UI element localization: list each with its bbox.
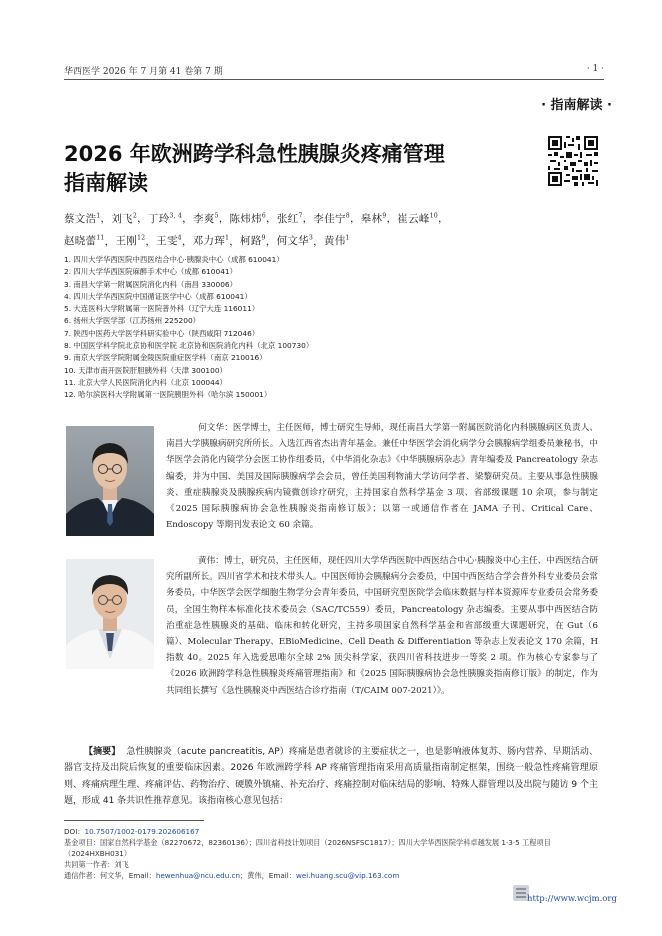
author-affiliation-marker: 5 <box>214 212 219 219</box>
author-affiliation-marker: 4 <box>177 234 182 242</box>
affiliation-item: 12. 哈尔滨医科大学附属第一医院胰胆外科（哈尔滨 150001） <box>64 390 272 400</box>
author-bio-2 <box>166 553 598 699</box>
author-name-text: 柯路 <box>240 235 262 247</box>
author-name <box>230 213 267 225</box>
author-name <box>240 235 266 247</box>
author-affiliation-marker: 3, 4 <box>169 212 183 219</box>
running-header: 华西医学 2026 年 7 月第 41 卷第 7 期 <box>64 67 223 77</box>
author-name-text: 蔡文浩 <box>64 212 97 225</box>
corresponding-mid: ；黄伟，Email： <box>240 871 296 880</box>
author-affiliation-marker: 8 <box>345 212 350 219</box>
abstract-label: 【摘要】 <box>84 747 121 757</box>
affiliation-list <box>64 254 564 402</box>
qr-code-icon <box>548 136 598 186</box>
author-affiliation-marker: 6 <box>261 212 267 219</box>
author-name-text: 何文华 <box>276 235 309 247</box>
author-affiliation-marker: 12 <box>137 234 146 242</box>
affiliation-item: 8. 中国医学科学院北京协和医学院 北京协和医院消化内科（北京 100730） <box>64 341 314 351</box>
author-affiliation-marker: 1 <box>225 234 230 242</box>
author-name <box>324 235 350 247</box>
section-label: · 指南解读 · <box>541 98 612 113</box>
corresponding-author-line <box>64 870 598 881</box>
author-name <box>277 213 303 225</box>
header-divider <box>64 79 604 80</box>
doi-line <box>64 826 598 837</box>
journal-website-link[interactable]: http://www.wcjm.org <box>527 894 617 904</box>
author-name <box>156 235 182 247</box>
author-affiliation-marker: 9 <box>261 234 266 242</box>
author-affiliation-marker: 1 <box>345 234 350 242</box>
author-affiliation-marker: 2 <box>132 212 138 219</box>
author-affiliation-marker: 7 <box>298 212 303 219</box>
author-name-text: 刘飞 <box>111 212 133 225</box>
author-name-text: 王刚 <box>115 235 138 247</box>
affiliation-item: 2. 四川大学华西医院麻醉手术中心（成都 610041） <box>64 267 237 277</box>
title-line-2: 指南解读 <box>64 171 148 195</box>
title-line-1: 2026 年欧洲跨学科急性胰腺炎疼痛管理 <box>64 142 445 166</box>
article-title <box>64 140 504 198</box>
affiliation-item: 9. 南京大学医学院附属金陵医院重症医学科（南京 210016） <box>64 353 267 363</box>
doi-label: DOI： <box>64 827 85 836</box>
author-name-text: 张红 <box>276 212 299 225</box>
author-line-1: 蔡文浩$^1$，刘飞$^2$，丁玲$^{3, 4}$，李爽$^5$，陈炜炜$^6$，张红$^7$，李佳宁$^8$，皋林$^9$，崔云峰$^{10}$， <box>64 212 449 225</box>
bio-2-text: 黄伟：博士，研究员，主任医师，现任四川大学华西医院中西医结合中心·胰腺炎中心主任、中西医结合研究所副所长。四川省学术和技术带头人。中国医师协会胰腺病分会委员，中国中西医结合学会普外科专业委员会常务委员，中华医学会医学细胞生物学分会青年委员，中国研究型医院学会临床数据与样本资源库专业委员会常务委员，全国生物样本标准化技术委员会（SAC/TC559）委员，Pancreatology 杂志编委。主要从事中西医结合防治重症急性胰腺炎的基础、临床和转化研究，主持多项国家自然科学基金和省部级重大课题研究，在 Gut（6 篇）、Molecular Therapy、EBioMedicine、Cell Death & Differentiation 等杂志上发表论文 170 余篇，H 指数 40。2025 年入选爱思唯尔全球 2% 顶尖科学家，获四川省科技进步一等奖 2 项。作为核心专家参与了《2026 欧洲跨学科急性胰腺炎疼痛管理指南》和《2025 国际胰腺病协会急性胰腺炎指南修订版》的制定，作为共同组长撰写《急性胰腺炎中西医结合诊疗指南（T/CAIM 007-2021）》。 <box>166 556 598 696</box>
funding-line: 基金项目：国家自然科学基金（82270672，82360136）；四川省科技计划项目（2026NSFSC1817）；四川大学华西医院学科卓越发展 1·3·5 工程项目（2024HXBH031） <box>64 838 551 858</box>
author-photo-huang-wei <box>66 559 154 669</box>
footnotes <box>64 826 598 881</box>
doi-link[interactable]: 10.7507/1002-0179.202606167 <box>84 827 200 836</box>
affiliation-item: 10. 天津市南开医院肝胆胰外科（天津 300100） <box>64 365 227 375</box>
author-name-text: 丁玲 <box>147 212 170 225</box>
author-affiliation-marker: 10 <box>429 212 438 219</box>
author-affiliation-marker: 9 <box>382 212 387 219</box>
affiliation-item: 1. 四川大学华西医院中西医结合中心·胰腺炎中心（成都 610041） <box>64 255 284 264</box>
author-name <box>361 213 387 225</box>
affiliation-item: 4. 四川大学华西医院中国循证医学中心（成都 610041） <box>64 291 252 301</box>
author-bio-1 <box>166 420 598 533</box>
bio-1-text: 何文华：医学博士，主任医师，博士研究生导师，现任南昌大学第一附属医院消化内科胰腺病区负责人、南昌大学胰腺病研究所所长。入选江西省杰出青年基金。兼任中华医学会消化病学分会胰腺病学组委员兼秘书，中华医学会消化内镜学分会医工协作组委员，《中华消化杂志》《中华胰腺病杂志》青年编委及 Pancreatology 杂志编委，并为中国、美国及国际胰腺病学会会员，曾任美国利物浦大学访问学者、梁黎研究员。主要从事急性胰腺炎、重症胰腺炎及胰腺疾病内镜微创诊疗研究，主持国家自然科学基金 3 项、省部级课题 10 余项，参与制定《2025 国际胰腺病协会急性胰腺炎指南修订版》；以第一或通信作者在 JAMA 子刊、Critical Care、Endoscopy 等期刊发表论文 60 余篇。 <box>166 423 598 531</box>
author-name <box>148 213 182 225</box>
affiliation-item: 7. 陕西中医药大学医学科研实验中心（陕西咸阳 712046） <box>64 328 260 338</box>
author-name <box>193 213 219 225</box>
page-number: · 1 · <box>586 64 604 74</box>
author-name-text: 王雯 <box>156 235 178 247</box>
author-line-2: 赵晓蕾$^{11}$，王刚$^{12}$，王雯$^4$，邓力珲$^1$，柯路$^9$，何文华$^3$，黄伟$^1$ <box>64 234 350 247</box>
abstract <box>64 744 598 810</box>
footnote-divider <box>64 820 204 821</box>
author-photo-he-wenhua <box>66 426 154 536</box>
affiliation-item: 3. 南昌大学第一附属医院消化内科（南昌 330006） <box>64 279 237 289</box>
author-name-text: 赵晓蕾 <box>64 235 97 247</box>
author-name-text: 皋林 <box>360 212 383 225</box>
author-name <box>277 235 314 247</box>
author-name-text: 邓力珲 <box>192 235 226 247</box>
author-name <box>115 235 145 247</box>
author-affiliation-marker: 1 <box>96 212 101 219</box>
author-name <box>193 235 230 247</box>
email-link-2[interactable]: wei.huang.scu@vip.163.com <box>295 871 400 880</box>
corresponding-prefix: 通信作者：何文华，Email： <box>64 871 156 880</box>
author-name <box>64 213 101 225</box>
author-name <box>313 213 350 225</box>
author-affiliation-marker: 3 <box>308 234 314 242</box>
author-name-text: 李佳宁 <box>313 212 346 225</box>
affiliation-item: 6. 扬州大学医学部（江苏扬州 225200） <box>64 316 201 326</box>
author-name-text: 陈炜炜 <box>229 212 262 225</box>
affiliation-item: 5. 大连医科大学附属第一医院普外科（辽宁大连 116011） <box>64 304 260 314</box>
email-link-1[interactable]: hewenhua@ncu.edu.cn <box>155 871 241 880</box>
affiliation-item: 11. 北京大学人民医院消化内科（北京 100044） <box>64 377 227 387</box>
author-name <box>64 235 105 247</box>
author-name-text: 黄伟 <box>323 235 346 247</box>
author-name-text: 崔云峰 <box>397 212 430 225</box>
author-name <box>397 213 438 225</box>
abstract-text: 急性胰腺炎（acute pancreatitis, AP）疼痛是患者就诊的主要症状之一，也是影响液体复苏、肠内营养、早期活动、器官支持及出院后恢复的重要临床因素。2026 年欧洲跨学科 AP 疼痛管理指南采用高质量指南制定框架，围绕一般急性疼痛管理原则、疼痛病理生理、疼痛评估、药物治疗、硬膜外镇痛、补充治疗、疼痛控制对临床结局的影响、特殊人群管理以及出院与随访 9 个主题，形成 41 条共识性推荐意见。该指南核心意见包括： <box>64 747 598 807</box>
author-list <box>64 206 544 251</box>
author-name-text: 李爽 <box>192 212 215 225</box>
author-name <box>111 213 137 225</box>
author-affiliation-marker: 11 <box>96 234 105 242</box>
co-first-author-line: 共同第一作者：刘飞 <box>64 860 129 869</box>
